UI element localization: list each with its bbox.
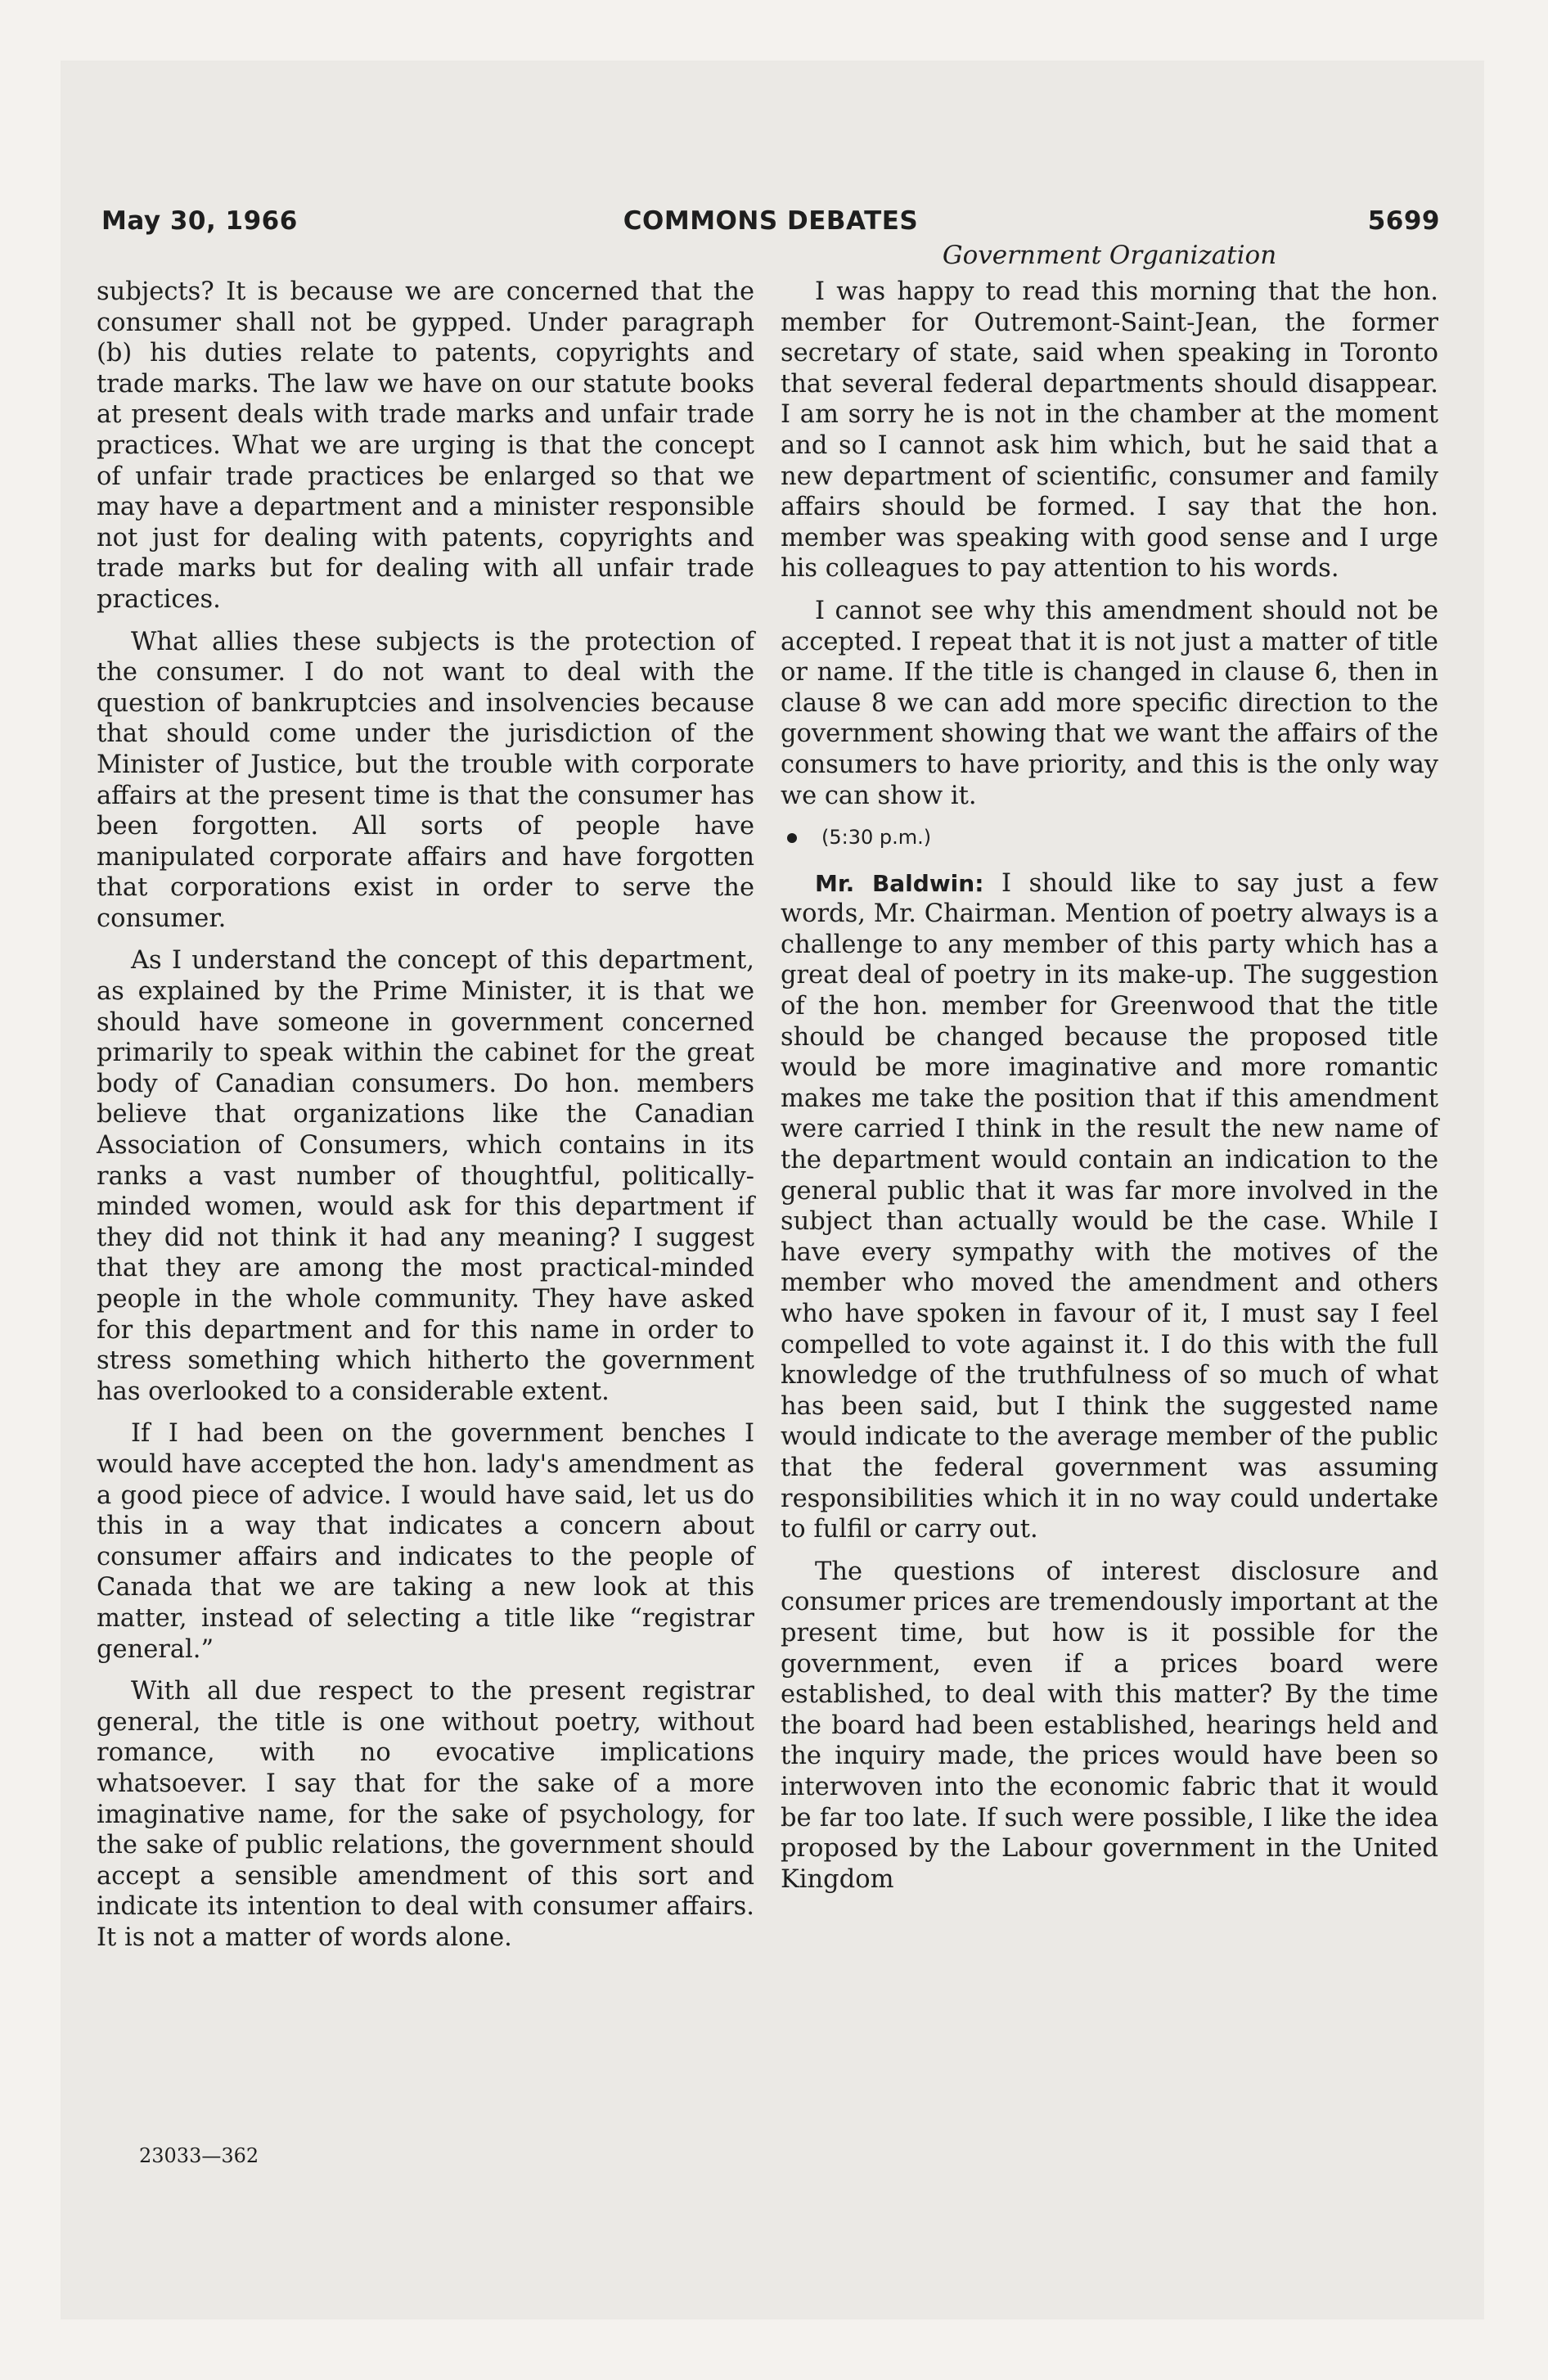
section-subheading: Government Organization <box>942 241 1277 270</box>
paragraph: I cannot see why this amendment should not be accepted. I repeat that it is not just a matter of title or name. If the title is changed in clause 6, then in clause 8 we can add more specific direction to the government showing that we want the affairs of the consumers to have priority, and this is the only way we can show it. <box>781 596 1438 810</box>
paragraph: I was happy to read this morning that the hon. member for Outremont-Saint-Jean, the former secretary of state, said when speaking in Toronto that several federal departments should disappear. I am sorry he is not in the chamber at the moment and so I cannot ask him which, but he said that a new department of scientific, consumer and family affairs should be formed. I say that the hon. member was speaking with good sense and I urge his colleagues to pay attention to his words. <box>781 277 1438 584</box>
paragraph: As I understand the concept of this department, as explained by the Prime Minister, it is that we should have someone in government concerned primarily to speak within the cabinet for the great body of Canadian consumers. Do hon. members believe that organizations like the Canadian Association of Consumers, which contains in its ranks a vast number of thoughtful, politically-minded women, would ask for this department if they did not think it had any meaning? I suggest that they are among the most practical-minded people in the whole community. They have asked for this department and for this name in order to stress something which hitherto the government has overlooked to a considerable extent. <box>97 946 754 1406</box>
header-title: COMMONS DEBATES <box>623 206 919 236</box>
time-marker <box>781 823 1438 854</box>
speaker-name: Mr. Baldwin: <box>815 869 984 897</box>
left-column <box>97 277 754 1964</box>
paragraph: The questions of interest disclosure and consumer prices are tremendously important at the present time, but how is it possible for the government, even if a prices board were established, to deal with this matter? By the time the board had been established, hearings held and the inquiry made, the prices would have been so interwoven into the economic fabric that it would be far too late. If such were possible, I like the idea proposed by the Labour government in the United Kingdom <box>781 1557 1438 1894</box>
time-marker-text: (5:30 p.m.) <box>821 826 932 850</box>
paragraph: With all due respect to the present registrar general, the title is one without poetry, without romance, with no evocative implications whatsoever. I say that for the sake of a more imaginative name, for the sake of psychology, for the sake of public relations, the government should accept a sensible amendment of this sort and indicate its intention to deal with consumer affairs. It is not a matter of words alone. <box>97 1677 754 1952</box>
paragraph: What allies these subjects is the protection of the consumer. I do not want to deal with the question of bankruptcies and insolvencies because that should come under the jurisdiction of the Minister of Justice, but the trouble with corporate affairs at the present time is that the consumer has been forgotten. All sorts of people have manipulated corporate affairs and have forgotten that corporations exist in order to serve the consumer. <box>97 627 754 933</box>
speech-text: I should like to say just a few words, Mr. Chairman. Mention of poetry always is a challenge to any member of this party which has a great deal of poetry in its make-up. The suggestion of the hon. member for Greenwood that the title should be changed because the proposed title would be more imaginative and more romantic makes me take the position that if this amendment were carried I think in the result the new name of the department would contain an indication to the general public that it was far more involved in the subject than actually would be the case. While I have every sympathy with the motives of the member who moved the amendment and others who have spoken in favour of it, I must say I feel compelled to vote against it. I do this with the full knowledge of the truthfulness of so much of what has been said, but I think the suggested name would indicate to the average member of the public that the federal government was assuming responsibilities which it in no way could undertake to fulfil or carry out. <box>781 868 1438 1544</box>
header-date: May 30, 1966 <box>101 206 298 236</box>
page-header <box>101 206 1440 239</box>
footnote-code: 23033—362 <box>139 2144 259 2167</box>
bullet-icon <box>787 833 797 843</box>
right-column <box>781 277 1438 1906</box>
paragraph: If I had been on the government benches I would have accepted the hon. lady's amendment as a good piece of advice. I would have said, let us do this in a way that indicates a concern about consumer affairs and indicates to the people of Canada that we are taking a new look at this matter, instead of selecting a title like “registrar general.” <box>97 1419 754 1664</box>
paragraph: subjects? It is because we are concerned that the consumer shall not be gypped. Under paragraph (b) his duties relate to patents, copyrights and trade marks. The law we have on our statute books at present deals with trade marks and unfair trade practices. What we are urging is that the concept of unfair trade practices be enlarged so that we may have a department and a minister responsible not just for dealing with patents, copyrights and trade marks but for dealing with all unfair trade practices. <box>97 277 754 614</box>
speech-paragraph <box>781 868 1438 1545</box>
header-page-number: 5699 <box>1367 206 1440 236</box>
